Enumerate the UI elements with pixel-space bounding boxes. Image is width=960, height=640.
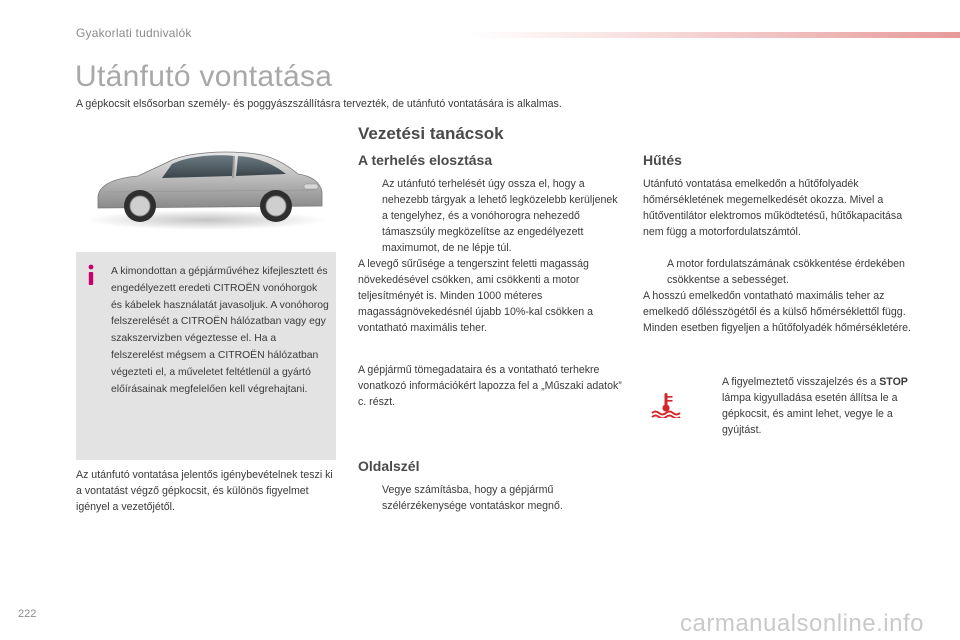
watermark: carmanualsonline.info (680, 610, 924, 637)
page-title: Utánfutó vontatása (75, 60, 333, 93)
max-load-text: A hosszú emelkedőn vontatható maximális teher az emelkedő dőlésszögétől és a külső hőmérséklettől függ. Minden esetben figyeljen a hűtőfolyadék hőmérsékletére. (643, 290, 911, 334)
stop-label: STOP (879, 376, 908, 388)
list-item (698, 374, 913, 438)
warn-text-before: A figyelmeztető visszajelzés és a (722, 376, 880, 388)
sedan-car-icon (76, 126, 336, 236)
crosswind-heading: Oldalszél (358, 458, 420, 474)
load-distribution-bullet (358, 176, 620, 256)
running-head: Gyakorlati tudnivalók (76, 26, 192, 40)
list-item (643, 256, 913, 288)
info-icon (84, 264, 98, 286)
list-item (358, 482, 620, 514)
section-title: Vezetési tanácsok (358, 124, 504, 143)
cooling-heading: Hűtés (643, 152, 682, 168)
car-illustration (76, 126, 336, 236)
list-item-text: Az utánfutó terhelését úgy ossza el, hogy a nehezebb tárgyak a lehető legközelebb kerüljenek a tengelyhez, és a vonóhorogra nehezedő támaszsúly megközelítse az engedélyezett maximumot, de ne lépje túl. (382, 178, 618, 254)
header-accent-bar (470, 32, 960, 38)
page-number: 222 (18, 608, 37, 620)
list-item (358, 176, 620, 256)
coolant-temperature-warning-icon (650, 392, 682, 418)
list-item-text: A motor fordulatszámának csökkentése érdekében csökkentse a sebességet. (667, 258, 905, 286)
info-text: A kimondottan a gépjárművéhez kifejlesztett és engedélyezett eredeti CITROËN vonóhorgok és kábelek használatát javasoljuk. A vonóhorog felszerelését a CITROËN hálózatban vagy egy szakszervizben végeztesse el. Ha a felszerelést mégsem a CITROËN hálózatban végezteti el, a műveletet feltétlenül a gyártó előírásainak megfelelően kell végrehajtani. (111, 266, 329, 395)
technical-data-reference: A gépjármű tömegadataira és a vontatható terhekre vonatkozó információkért lapozza fel a „Műszaki adatok” c. részt. (358, 364, 622, 408)
cooling-text: Utánfutó vontatása emelkedőn a hűtőfolyadék hőmérsékletének megemelkedését okozza. Mivel a hűtőventilátor elektromos működtetésű, hűtőkapacitása nem függ a motorfordulatszámtól. (643, 178, 903, 238)
load-distribution-heading: A terhelés elosztása (358, 152, 493, 168)
stop-warning (698, 374, 913, 438)
info-box (76, 252, 336, 460)
cooling-bullet (643, 256, 913, 288)
intro-text: A gépkocsit elsősorban személy- és poggyászszállításra tervezték, de utánfutó vontatására is alkalmas. (76, 98, 562, 110)
crosswind-bullet (358, 482, 620, 514)
altitude-text: A levegő sűrűsége a tengerszint feletti magasság növekedésével csökken, ami csökkenti a motor teljesítményét is. Minden 1000 méteres magasságnövekedésnél újabb 10%-kal csökken a vontatható maximális teher. (358, 258, 593, 334)
list-item-text: Vegye számításba, hogy a gépjármű szélérzékenysége vontatáskor megnő. (382, 484, 563, 512)
load-warning-text: Az utánfutó vontatása jelentős igénybevételnek teszi ki a vontatást végző gépkocsit, és különös figyelmet igényel a vezetőjétől. (76, 469, 333, 513)
warn-text-after: lámpa kigyulladása esetén állítsa le a gépkocsit, és amint lehet, vegye le a gyújtást. (722, 392, 898, 436)
